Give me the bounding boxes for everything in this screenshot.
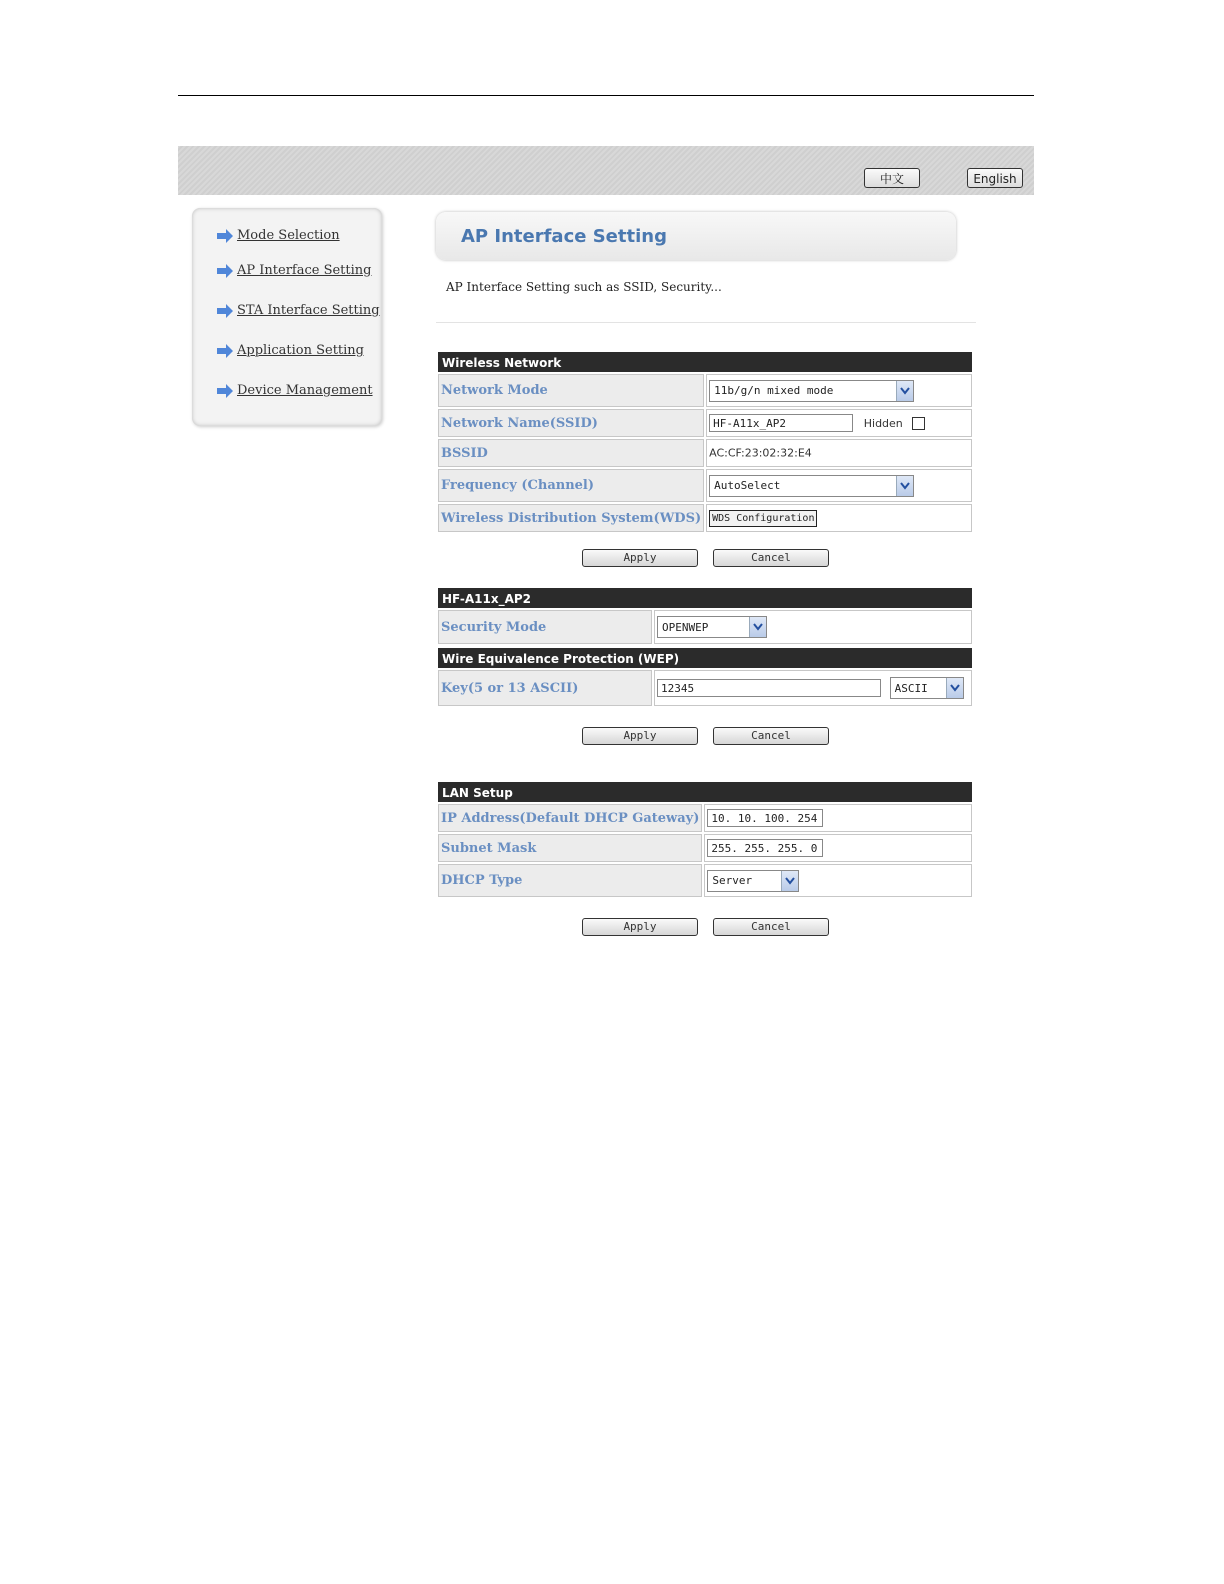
- network-mode-select[interactable]: 11b/g/n mixed mode: [709, 380, 914, 402]
- wds-label: Wireless Distribution System(WDS): [438, 504, 704, 532]
- sidebar-item-label[interactable]: Mode Selection: [237, 228, 340, 243]
- sidebar-item-ap-interface[interactable]: [216, 263, 371, 278]
- sidebar-item-label[interactable]: Application Setting: [237, 343, 364, 358]
- network-mode-label: Network Mode: [438, 374, 704, 407]
- frequency-select[interactable]: AutoSelect: [709, 475, 914, 497]
- ssid-security-header: HF-A11x_AP2: [438, 588, 972, 610]
- ssid-label: Network Name(SSID): [438, 409, 704, 437]
- lan-setup-header: LAN Setup: [438, 782, 972, 804]
- wep-key-type-select[interactable]: ASCII: [890, 677, 964, 699]
- wep-header: Wire Equivalence Protection (WEP): [438, 648, 972, 670]
- wds-configuration-button[interactable]: WDS Configuration: [709, 510, 817, 527]
- frequency-label: Frequency (Channel): [438, 469, 704, 502]
- wireless-cancel-button[interactable]: Cancel: [713, 549, 829, 567]
- ip-address-input[interactable]: 10. 10. 100. 254: [707, 809, 823, 827]
- subnet-mask-label: Subnet Mask: [438, 834, 702, 862]
- sidebar: [192, 208, 382, 426]
- sidebar-item-label[interactable]: STA Interface Setting: [237, 303, 380, 318]
- chevron-down-icon: [946, 678, 963, 698]
- sidebar-item-device-management[interactable]: [216, 383, 373, 398]
- dhcp-type-label: DHCP Type: [438, 864, 702, 897]
- hidden-label: Hidden: [863, 416, 903, 430]
- hidden-checkbox[interactable]: [912, 417, 925, 430]
- lan-apply-button[interactable]: Apply: [582, 918, 698, 936]
- page-title-box: [436, 212, 956, 260]
- page-description: AP Interface Setting such as SSID, Security...: [446, 280, 722, 294]
- sidebar-item-sta-interface[interactable]: [216, 303, 380, 318]
- divider: [436, 322, 976, 323]
- chevron-down-icon: [781, 871, 798, 891]
- table-row: [438, 864, 972, 897]
- security-cancel-button[interactable]: Cancel: [713, 727, 829, 745]
- wireless-network-header: Wireless Network: [438, 352, 972, 374]
- table-row: [438, 409, 972, 437]
- arrow-right-icon: [216, 229, 234, 243]
- document-header-rule: [178, 95, 1034, 96]
- table-row: [438, 439, 972, 467]
- lan-cancel-button[interactable]: Cancel: [713, 918, 829, 936]
- table-row: [438, 374, 972, 407]
- sidebar-item-label[interactable]: AP Interface Setting: [237, 263, 372, 278]
- table-row: [438, 804, 972, 832]
- security-mode-label: Security Mode: [438, 610, 652, 644]
- web-ui-frame: [178, 146, 1034, 973]
- ip-address-label: IP Address(Default DHCP Gateway): [438, 804, 702, 832]
- security-table: [436, 608, 974, 646]
- table-row: [438, 610, 972, 644]
- top-bar: [178, 146, 1034, 195]
- table-row: [438, 469, 972, 502]
- wireless-network-table: [436, 372, 974, 534]
- table-row: [438, 504, 972, 532]
- page-title: AP Interface Setting: [461, 226, 667, 247]
- chevron-down-icon: [896, 476, 913, 496]
- arrow-right-icon: [216, 384, 234, 398]
- security-mode-select[interactable]: OPENWEP: [657, 616, 767, 638]
- sidebar-item-application[interactable]: [216, 343, 364, 358]
- lang-chinese-button[interactable]: 中文: [864, 168, 920, 188]
- table-row: [438, 670, 972, 706]
- bssid-value: AC:CF:23:02:32:E4: [709, 446, 812, 460]
- table-row: [438, 834, 972, 862]
- wireless-apply-button[interactable]: Apply: [582, 549, 698, 567]
- dhcp-type-select[interactable]: Server: [707, 870, 799, 892]
- subnet-mask-input[interactable]: 255. 255. 255. 0: [707, 839, 823, 857]
- arrow-right-icon: [216, 264, 234, 278]
- arrow-right-icon: [216, 344, 234, 358]
- arrow-right-icon: [216, 304, 234, 318]
- lang-english-button[interactable]: English: [967, 168, 1023, 188]
- lan-setup-table: [436, 802, 974, 899]
- ssid-input[interactable]: HF-A11x_AP2: [709, 414, 853, 432]
- chevron-down-icon: [749, 617, 766, 637]
- wep-key-input[interactable]: 12345: [657, 679, 881, 697]
- wep-key-label: Key(5 or 13 ASCII): [438, 670, 652, 706]
- sidebar-item-label[interactable]: Device Management: [237, 383, 373, 398]
- security-apply-button[interactable]: Apply: [582, 727, 698, 745]
- wep-table: [436, 668, 974, 708]
- chevron-down-icon: [896, 381, 913, 401]
- bssid-label: BSSID: [438, 439, 704, 467]
- sidebar-item-mode-selection[interactable]: [216, 228, 340, 243]
